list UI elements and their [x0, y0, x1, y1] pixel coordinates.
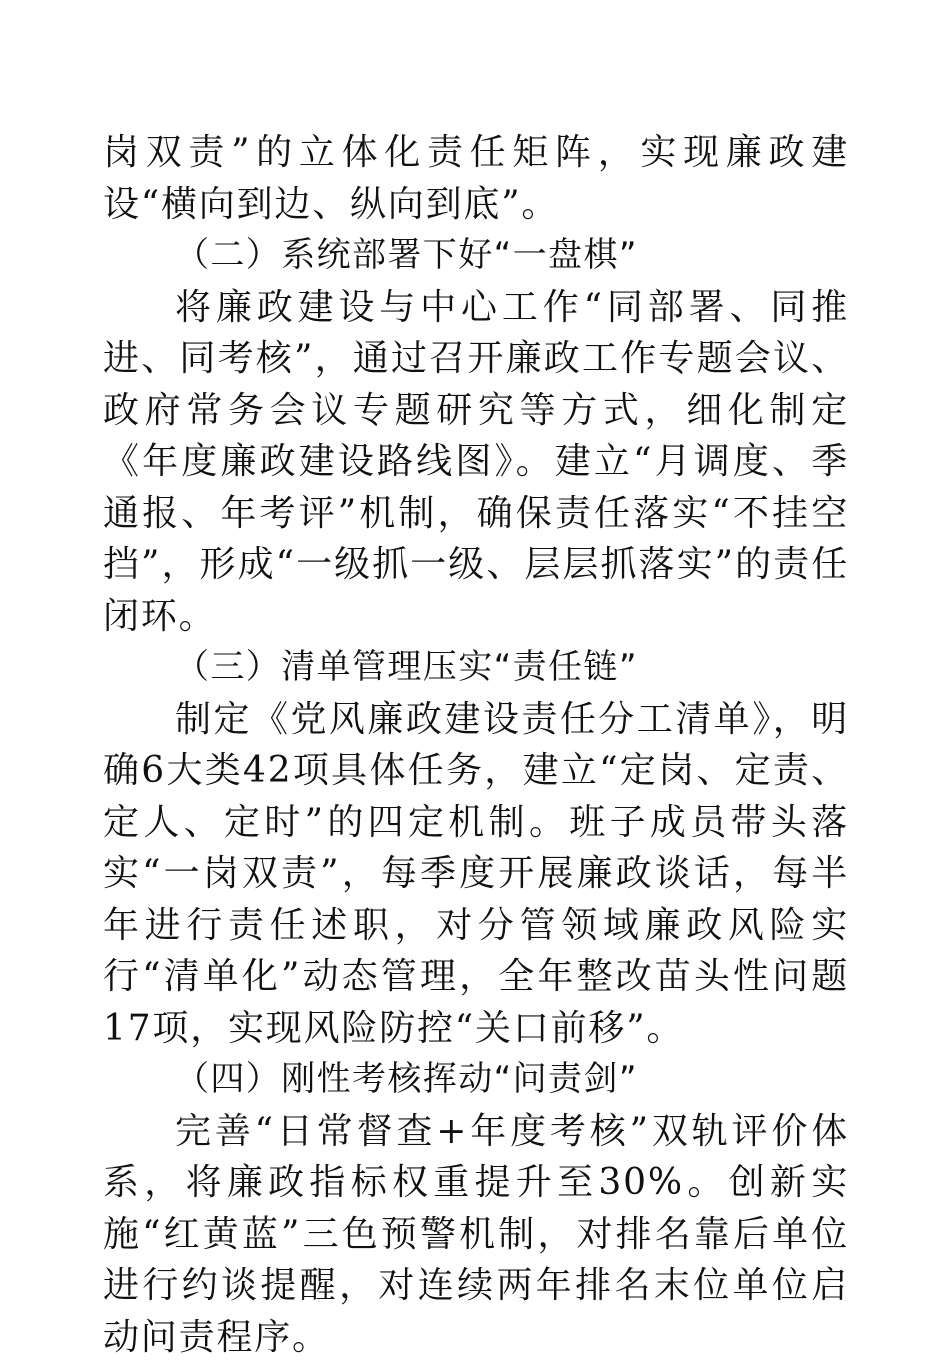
section-heading-4: （四）刚性考核挥动“问责剑” — [103, 1054, 849, 1106]
paragraph-section-2: 将廉政建设与中心工作“同部署、同推进、同考核”，通过召开廉政工作专题会议、政府常务会议专题研究等方式，细化制定《年度廉政建设路线图》。建立“月调度、季通报、年考评”机制，确保责任落实“不挂空挡”，形成“一级抓一级、层层抓落实”的责任闭环。 — [103, 282, 849, 643]
paragraph-section-3: 制定《党风廉政建设责任分工清单》，明确6大类42项具体任务，建立“定岗、定责、定人、定时”的四定机制。班子成员带头落实“一岗双责”，每季度开展廉政谈话，每半年进行责任述职，对分管领域廉政风险实行“清单化”动态管理，全年整改苗头性问题17项，实现风险防控“关口前移”。 — [103, 694, 849, 1055]
paragraph-section-4: 完善“日常督查+年度考核”双轨评价体系，将廉政指标权重提升至30%。创新实施“红黄蓝”三色预警机制，对排名靠后单位进行约谈提醒，对连续两年排名末位单位启动问责程序。 — [103, 1106, 849, 1363]
section-heading-3: （三）清单管理压实“责任链” — [103, 642, 849, 694]
document-page — [103, 127, 849, 1363]
paragraph-continuation: 岗双责”的立体化责任矩阵，实现廉政建设“横向到边、纵向到底”。 — [103, 127, 849, 230]
section-heading-2: （二）系统部署下好“一盘棋” — [103, 230, 849, 282]
